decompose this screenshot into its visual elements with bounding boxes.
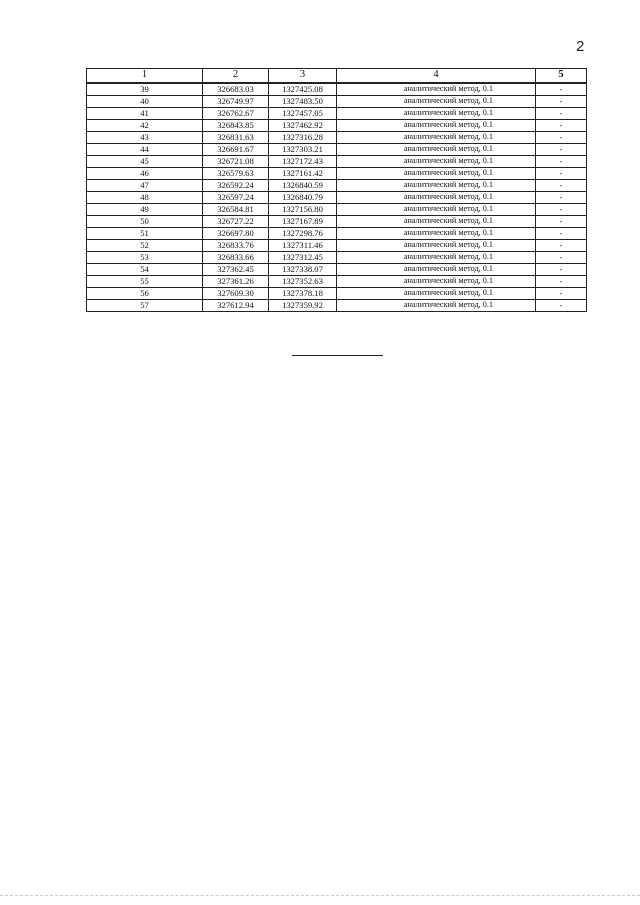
table-row — [87, 180, 587, 192]
note-cell: - — [536, 108, 587, 120]
table-row — [87, 288, 587, 300]
y-coordinate-cell: 1327161.42 — [269, 168, 337, 180]
x-coordinate-cell: 327609.30 — [203, 288, 269, 300]
note-cell: - — [536, 180, 587, 192]
method-cell: аналитический метод, 0.1 — [337, 108, 536, 120]
table-row — [87, 132, 587, 144]
method-cell: аналитический метод, 0.1 — [337, 120, 536, 132]
method-cell: аналитический метод, 0.1 — [337, 83, 536, 96]
note-cell: - — [536, 216, 587, 228]
table-row — [87, 264, 587, 276]
y-coordinate-cell: 1327378.18 — [269, 288, 337, 300]
point-number-cell: 40 — [87, 96, 203, 108]
end-rule — [292, 355, 383, 356]
method-cell: аналитический метод, 0.1 — [337, 168, 536, 180]
table-header — [87, 69, 587, 84]
coordinates-table — [86, 68, 587, 312]
note-cell: - — [536, 252, 587, 264]
y-coordinate-cell: 1327462.92 — [269, 120, 337, 132]
y-coordinate-cell: 1327338.07 — [269, 264, 337, 276]
method-cell: аналитический метод, 0.1 — [337, 300, 536, 312]
method-cell: аналитический метод, 0.1 — [337, 288, 536, 300]
header-cell-1: 1 — [87, 69, 203, 84]
table-row — [87, 144, 587, 156]
y-coordinate-cell: 1327457.05 — [269, 108, 337, 120]
table-row — [87, 252, 587, 264]
y-coordinate-cell: 1326840.59 — [269, 180, 337, 192]
method-cell: аналитический метод, 0.1 — [337, 216, 536, 228]
note-cell: - — [536, 240, 587, 252]
method-cell: аналитический метод, 0.1 — [337, 240, 536, 252]
x-coordinate-cell: 326691.67 — [203, 144, 269, 156]
x-coordinate-cell: 326597.24 — [203, 192, 269, 204]
method-cell: аналитический метод, 0.1 — [337, 156, 536, 168]
x-coordinate-cell: 327612.94 — [203, 300, 269, 312]
point-number-cell: 41 — [87, 108, 203, 120]
point-number-cell: 46 — [87, 168, 203, 180]
y-coordinate-cell: 1327359.92 — [269, 300, 337, 312]
y-coordinate-cell: 1327172.43 — [269, 156, 337, 168]
point-number-cell: 57 — [87, 300, 203, 312]
point-number-cell: 56 — [87, 288, 203, 300]
x-coordinate-cell: 326721.08 — [203, 156, 269, 168]
table-row — [87, 156, 587, 168]
point-number-cell: 47 — [87, 180, 203, 192]
x-coordinate-cell: 327362.45 — [203, 264, 269, 276]
point-number-cell: 43 — [87, 132, 203, 144]
table-row — [87, 276, 587, 288]
note-cell: - — [536, 228, 587, 240]
note-cell: - — [536, 96, 587, 108]
method-cell: аналитический метод, 0.1 — [337, 180, 536, 192]
note-cell: - — [536, 156, 587, 168]
table-row — [87, 168, 587, 180]
x-coordinate-cell: 326727.22 — [203, 216, 269, 228]
note-cell: - — [536, 83, 587, 96]
table-row — [87, 300, 587, 312]
x-coordinate-cell: 326697.80 — [203, 228, 269, 240]
method-cell: аналитический метод, 0.1 — [337, 132, 536, 144]
x-coordinate-cell: 326833.66 — [203, 252, 269, 264]
method-cell: аналитический метод, 0.1 — [337, 192, 536, 204]
y-coordinate-cell: 1327312.45 — [269, 252, 337, 264]
header-cell-4: 4 — [337, 69, 536, 84]
table-row — [87, 228, 587, 240]
y-coordinate-cell: 1327316.28 — [269, 132, 337, 144]
y-coordinate-cell: 1327303.21 — [269, 144, 337, 156]
method-cell: аналитический метод, 0.1 — [337, 264, 536, 276]
x-coordinate-cell: 327361.26 — [203, 276, 269, 288]
x-coordinate-cell: 326579.63 — [203, 168, 269, 180]
table-row — [87, 96, 587, 108]
point-number-cell: 51 — [87, 228, 203, 240]
y-coordinate-cell: 1327167.89 — [269, 216, 337, 228]
header-cell-2: 2 — [203, 69, 269, 84]
x-coordinate-cell: 326749.97 — [203, 96, 269, 108]
point-number-cell: 45 — [87, 156, 203, 168]
table-row — [87, 83, 587, 96]
point-number-cell: 48 — [87, 192, 203, 204]
x-coordinate-cell: 326584.81 — [203, 204, 269, 216]
note-cell: - — [536, 204, 587, 216]
table-row — [87, 216, 587, 228]
point-number-cell: 42 — [87, 120, 203, 132]
header-row — [87, 69, 587, 84]
note-cell: - — [536, 300, 587, 312]
x-coordinate-cell: 326831.63 — [203, 132, 269, 144]
table-row — [87, 240, 587, 252]
note-cell: - — [536, 120, 587, 132]
header-cell-3: 3 — [269, 69, 337, 84]
x-coordinate-cell: 326833.76 — [203, 240, 269, 252]
method-cell: аналитический метод, 0.1 — [337, 96, 536, 108]
method-cell: аналитический метод, 0.1 — [337, 276, 536, 288]
note-cell: - — [536, 264, 587, 276]
header-cell-5: 5 — [536, 69, 587, 84]
point-number-cell: 52 — [87, 240, 203, 252]
point-number-cell: 55 — [87, 276, 203, 288]
method-cell: аналитический метод, 0.1 — [337, 204, 536, 216]
point-number-cell: 54 — [87, 264, 203, 276]
y-coordinate-cell: 1327156.80 — [269, 204, 337, 216]
note-cell: - — [536, 288, 587, 300]
x-coordinate-cell: 326843.85 — [203, 120, 269, 132]
y-coordinate-cell: 1327352.63 — [269, 276, 337, 288]
note-cell: - — [536, 144, 587, 156]
method-cell: аналитический метод, 0.1 — [337, 144, 536, 156]
y-coordinate-cell: 1326840.79 — [269, 192, 337, 204]
scan-edge-line — [0, 895, 640, 896]
note-cell: - — [536, 192, 587, 204]
table-body — [87, 83, 587, 312]
point-number-cell: 53 — [87, 252, 203, 264]
y-coordinate-cell: 1327425.08 — [269, 83, 337, 96]
page-number: 2 — [576, 38, 585, 55]
note-cell: - — [536, 276, 587, 288]
point-number-cell: 44 — [87, 144, 203, 156]
y-coordinate-cell: 1327311.46 — [269, 240, 337, 252]
point-number-cell: 50 — [87, 216, 203, 228]
note-cell: - — [536, 168, 587, 180]
x-coordinate-cell: 326762.67 — [203, 108, 269, 120]
method-cell: аналитический метод, 0.1 — [337, 228, 536, 240]
method-cell: аналитический метод, 0.1 — [337, 252, 536, 264]
table-row — [87, 120, 587, 132]
note-cell: - — [536, 132, 587, 144]
point-number-cell: 39 — [87, 83, 203, 96]
table-row — [87, 192, 587, 204]
y-coordinate-cell: 1327298.76 — [269, 228, 337, 240]
x-coordinate-cell: 326683.03 — [203, 83, 269, 96]
y-coordinate-cell: 1327483.50 — [269, 96, 337, 108]
x-coordinate-cell: 326592.24 — [203, 180, 269, 192]
table-row — [87, 204, 587, 216]
table-row — [87, 108, 587, 120]
point-number-cell: 49 — [87, 204, 203, 216]
